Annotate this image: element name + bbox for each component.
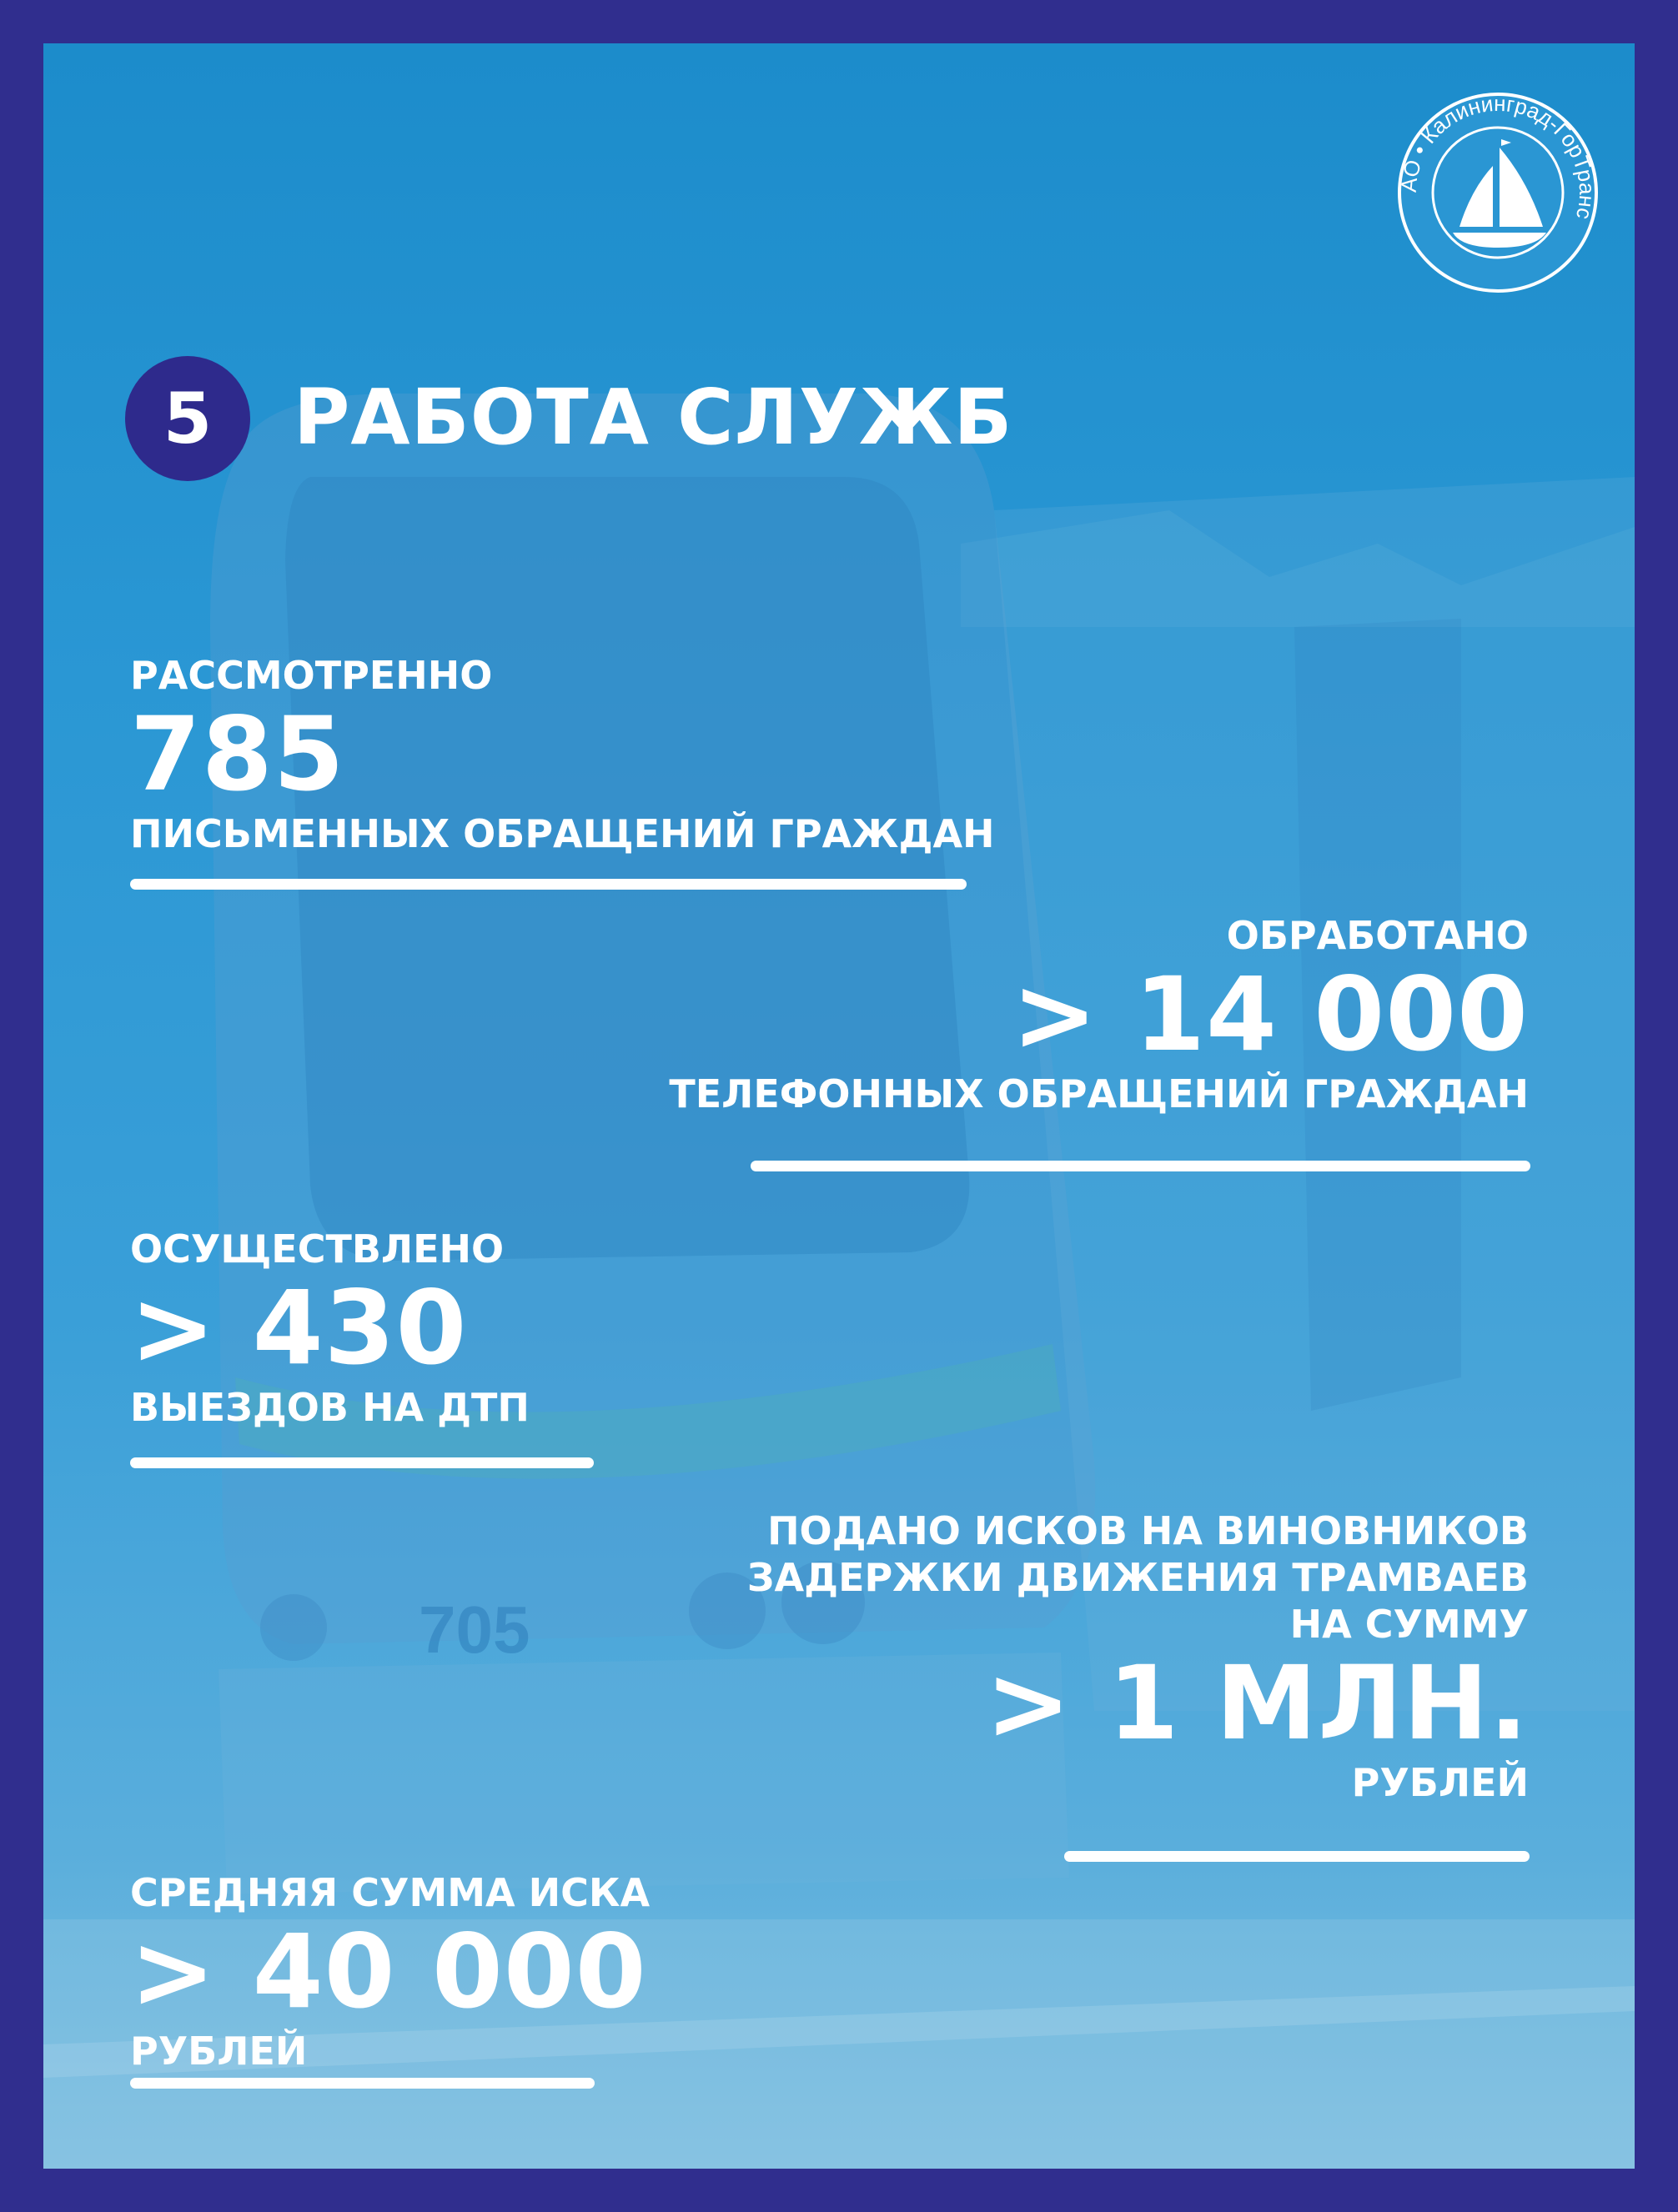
stat-label-top: СРЕДНЯЯ СУММА ИСКА [130,1870,651,1915]
stat-label-bottom: ТЕЛЕФОННЫХ ОБРАЩЕНИЙ ГРАЖДАН [669,1071,1529,1116]
stat-value: 785 [130,695,345,814]
divider-line [130,1457,594,1468]
stat-lawsuits [747,1507,1529,1806]
page-title: РАБОТА СЛУЖБ [294,373,1013,462]
stat-label-top-line: ЗАДЕРЖКИ ДВИЖЕНИЯ ТРАМВАЕВ [746,1555,1529,1600]
stat-accident-calls [130,1226,530,1431]
stat-written-appeals [130,652,995,857]
stat-label-top: ОБРАБОТАНО [1226,913,1529,958]
stat-value: > 40 000 [130,1913,647,2031]
stat-value: > 430 [130,1269,468,1387]
divider-line [1064,1851,1530,1862]
company-logo [1394,89,1601,296]
stat-label-top: ОСУЩЕСТВЛЕНО [130,1226,505,1272]
stat-phone-appeals [669,912,1529,1117]
stat-label-top-line: ПОДАНО ИСКОВ НА ВИНОВНИКОВ [767,1508,1529,1553]
divider-line [130,2078,595,2089]
stat-value: > 1 МЛН. [985,1644,1529,1763]
divider-line [130,879,967,890]
infographic-panel [43,43,1635,2169]
stat-label-bottom: РУБЛЕЙ [130,2029,308,2074]
stat-value: > 14 000 [1012,956,1529,1074]
stat-label-bottom: ПИСЬМЕННЫХ ОБРАЩЕНИЙ ГРАЖДАН [130,811,995,856]
divider-line [751,1161,1530,1171]
stat-label-bottom: ВЫЕЗДОВ НА ДТП [130,1385,530,1430]
tram-number-text: 705 [419,1593,530,1667]
section-number-badge: 5 [125,356,250,481]
stat-label-bottom: РУБЛЕЙ [1351,1760,1529,1805]
stat-label-top-line: НА СУММУ [1289,1602,1529,1647]
stat-label-top: РАССМОТРЕННО [130,653,493,698]
svg-text:АО • Калининград-ГорТранс: АО • Калининград-ГорТранс [1395,90,1600,223]
stat-average-claim [130,1869,650,2074]
